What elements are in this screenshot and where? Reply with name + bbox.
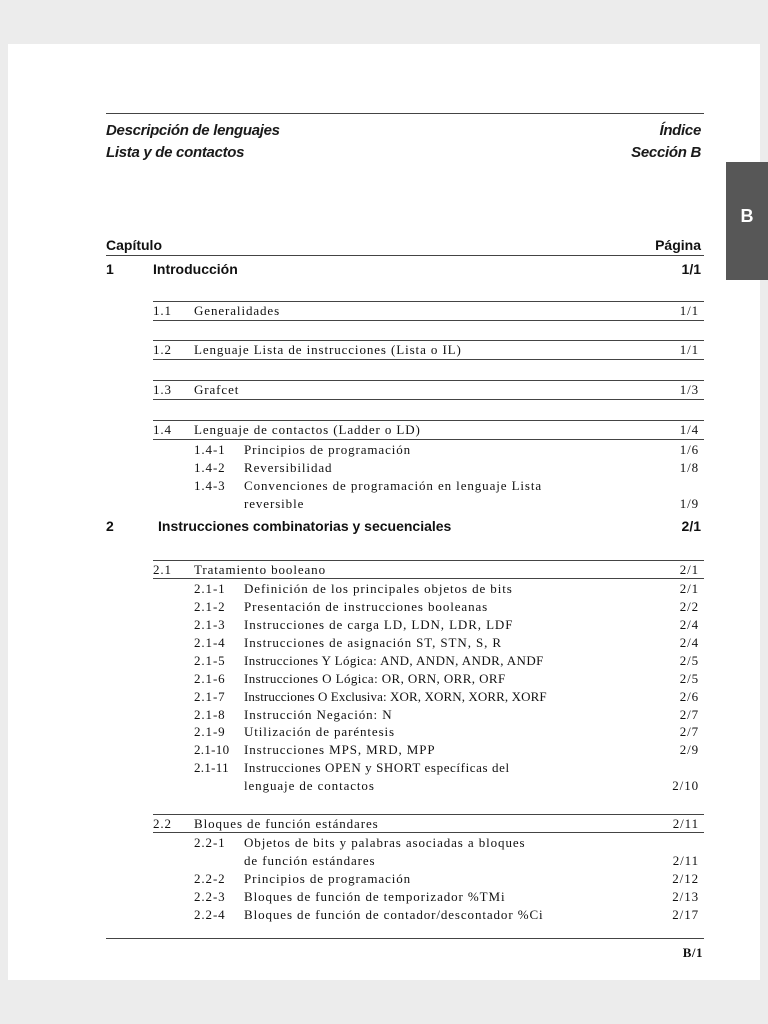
chapter-page: 1/1 — [681, 261, 701, 277]
section-rule — [153, 380, 704, 381]
footer-page-number: B/1 — [682, 945, 703, 960]
subsection-number: 2.2-3 — [194, 889, 226, 904]
section-number: 1.1 — [153, 303, 172, 318]
subsection-title[interactable]: Instrucciones de asignación ST, STN, S, R — [244, 635, 502, 650]
subsection-number: 1.4-2 — [194, 460, 226, 475]
subsection-title[interactable]: Instrucciones OPEN y SHORT específicas del — [244, 760, 510, 775]
subsection-title-continued[interactable]: lenguaje de contactos — [244, 778, 375, 793]
subsection-page: 2/2 — [679, 599, 699, 614]
subsection-title[interactable]: Instrucciones O Lógica: OR, ORN, ORR, ORF — [244, 671, 506, 686]
section-tab-label: B — [740, 206, 754, 226]
subsection-number: 2.1-11 — [194, 760, 229, 775]
subsection-page: 2/7 — [679, 724, 699, 739]
subsection-page: 2/7 — [679, 707, 699, 722]
subsection-page: 2/9 — [679, 742, 699, 757]
chapter-column-header: Capítulo — [106, 237, 162, 253]
subsection-page: 2/12 — [672, 871, 699, 886]
section-underline — [153, 439, 704, 440]
subsection-title[interactable]: Instrucciones Y Lógica: AND, ANDN, ANDR, ANDF — [244, 653, 544, 668]
subsection-title[interactable]: Instrucciones de carga LD, LDN, LDR, LDF — [244, 617, 514, 632]
subsection-page: 2/4 — [679, 635, 699, 650]
section-rule — [153, 814, 704, 815]
section-title[interactable]: Bloques de función estándares — [194, 816, 379, 831]
chapter-page: 2/1 — [681, 518, 701, 534]
section-page: 2/1 — [679, 562, 699, 577]
section-underline — [153, 399, 704, 400]
subsection-number: 2.2-1 — [194, 835, 226, 850]
chapter-number: 2 — [106, 518, 114, 534]
section-underline — [153, 320, 704, 321]
subsection-number: 2.1-10 — [194, 742, 230, 757]
section-underline — [153, 359, 704, 360]
section-tab[interactable] — [726, 162, 768, 280]
subsection-title[interactable]: Objetos de bits y palabras asociadas a bloques — [244, 835, 526, 850]
subsection-title[interactable]: Instrucción Negación: N — [244, 707, 393, 722]
section-number: 1.3 — [153, 382, 172, 397]
subsection-number: 2.1-6 — [194, 671, 226, 686]
subsection-title[interactable]: Definición de los principales objetos de bits — [244, 581, 513, 596]
subsection-page: 2/4 — [679, 617, 699, 632]
subsection-page: 2/13 — [672, 889, 699, 904]
subsection-number: 2.1-2 — [194, 599, 226, 614]
subsection-page: 2/10 — [672, 778, 699, 793]
section-rule — [153, 301, 704, 302]
subsection-number: 2.1-8 — [194, 707, 226, 722]
footer-rule — [106, 938, 704, 939]
section-title[interactable]: Lenguaje Lista de instrucciones (Lista o IL) — [194, 342, 462, 357]
subsection-number: 1.4-1 — [194, 442, 226, 457]
section-page: 1/4 — [679, 422, 699, 437]
section-page: 1/1 — [679, 342, 699, 357]
subsection-page: 1/8 — [679, 460, 699, 475]
subsection-title-continued[interactable]: de función estándares — [244, 853, 376, 868]
page-column-header: Página — [655, 237, 701, 253]
doc-title-line2: Lista y de contactos — [106, 144, 245, 161]
subsection-title[interactable]: Presentación de instrucciones booleanas — [244, 599, 489, 614]
chapter-title[interactable]: Instrucciones combinatorias y secuenciales — [158, 518, 452, 534]
subsection-page: 2/1 — [679, 581, 699, 596]
subsection-title[interactable]: Principios de programación — [244, 871, 412, 886]
subsection-title-continued[interactable]: reversible — [244, 496, 305, 511]
subsection-title[interactable]: Instrucciones MPS, MRD, MPP — [244, 742, 436, 757]
chapter-title[interactable]: Introducción — [153, 261, 238, 277]
subsection-page: 2/17 — [672, 907, 699, 922]
section-number: 1.2 — [153, 342, 172, 357]
index-label: Índice — [659, 122, 701, 139]
subsection-page: 2/5 — [679, 653, 699, 668]
subsection-number: 2.1-7 — [194, 689, 226, 704]
section-underline — [153, 578, 704, 579]
section-label: Sección B — [631, 144, 701, 161]
subsection-number: 2.1-5 — [194, 653, 226, 668]
subsection-page: 2/11 — [672, 853, 699, 868]
column-header-rule — [106, 255, 704, 256]
section-rule — [153, 420, 704, 421]
section-page: 1/3 — [679, 382, 699, 397]
subsection-title[interactable]: Instrucciones O Exclusiva: XOR, XORN, XORR, XORF — [244, 689, 547, 704]
subsection-number: 2.2-4 — [194, 907, 226, 922]
section-title[interactable]: Tratamiento booleano — [194, 562, 326, 577]
section-number: 2.2 — [153, 816, 172, 831]
subsection-number: 2.1-9 — [194, 724, 226, 739]
subsection-page: 1/6 — [679, 442, 699, 457]
section-underline — [153, 832, 704, 833]
subsection-page: 2/6 — [679, 689, 699, 704]
subsection-number: 2.1-1 — [194, 581, 226, 596]
subsection-title[interactable]: Bloques de función de contador/descontador %Ci — [244, 907, 544, 922]
subsection-title[interactable]: Principios de programación — [244, 442, 412, 457]
subsection-title[interactable]: Bloques de función de temporizador %TMi — [244, 889, 506, 904]
subsection-title[interactable]: Reversibilidad — [244, 460, 333, 475]
subsection-page: 2/5 — [679, 671, 699, 686]
section-number: 1.4 — [153, 422, 172, 437]
subsection-number: 2.1-3 — [194, 617, 226, 632]
chapter-number: 1 — [106, 261, 114, 277]
section-page: 2/11 — [672, 816, 699, 831]
section-rule — [153, 560, 704, 561]
header-top-rule — [106, 113, 704, 114]
section-title[interactable]: Generalidades — [194, 303, 281, 318]
subsection-title[interactable]: Utilización de paréntesis — [244, 724, 396, 739]
section-rule — [153, 340, 704, 341]
subsection-number: 2.2-2 — [194, 871, 226, 886]
section-number: 2.1 — [153, 562, 172, 577]
subsection-number: 1.4-3 — [194, 478, 226, 493]
subsection-page: 1/9 — [679, 496, 699, 511]
doc-title-line1: Descripción de lenguajes — [106, 122, 280, 139]
section-title[interactable]: Grafcet — [194, 382, 240, 397]
section-page: 1/1 — [679, 303, 699, 318]
subsection-number: 2.1-4 — [194, 635, 226, 650]
section-title[interactable]: Lenguaje de contactos (Ladder o LD) — [194, 422, 421, 437]
subsection-title[interactable]: Convenciones de programación en lenguaje Lista — [244, 478, 543, 493]
